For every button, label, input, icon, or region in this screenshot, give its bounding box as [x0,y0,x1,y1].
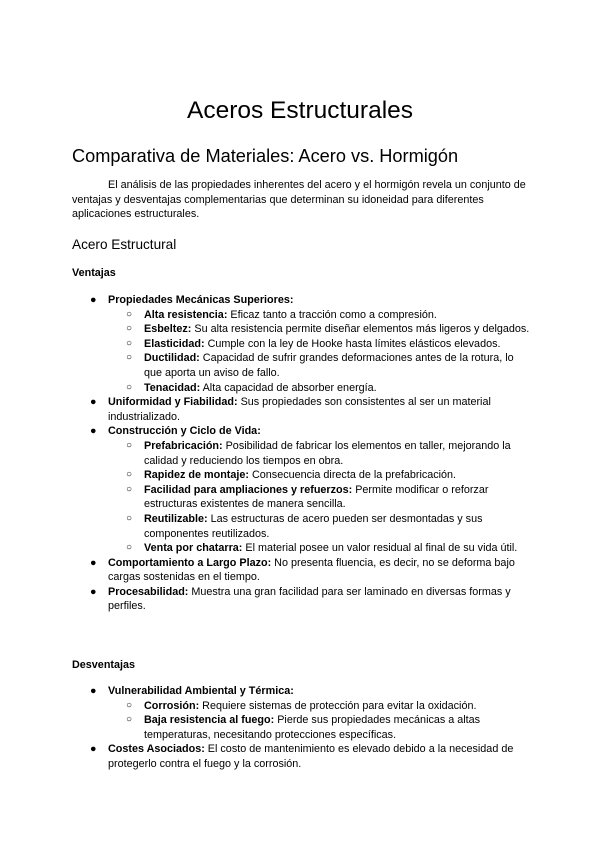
sub-item-label: Reutilizable: [144,512,208,525]
hollow-bullet-icon: ○ [126,439,133,451]
sub-item-text: Requiere sistemas de protección para evitar la oxidación. [199,699,477,712]
sub-item-text: Eficaz tanto a tracción como a compresión. [227,308,437,321]
list-item-label: Construcción y Ciclo de Vida: [108,425,261,438]
list-item [72,395,532,424]
sub-item-label: Baja resistencia al fuego: [144,714,275,727]
sub-list [108,308,532,396]
sub-item-label: Elasticidad: [144,337,205,350]
section-heading: Acero Estructural [72,237,177,252]
sub-list-item [108,308,532,323]
sub-list-item [108,541,532,556]
list-item-label: Procesabilidad: [108,585,189,598]
hollow-bullet-icon: ○ [126,512,133,524]
list-item-label: Vulnerabilidad Ambiental y Térmica: [108,685,294,697]
sub-item-text: Permite modificar o reforzar estructuras existentes de manera sencilla. [144,483,489,511]
document-subtitle: Comparativa de Materiales: Acero vs. Hormigón [72,146,459,166]
hollow-bullet-icon: ○ [126,352,133,364]
sub-item-label: Prefabricación: [144,439,223,452]
sub-item-label: Tenacidad: [144,381,201,394]
sub-list-item [108,322,532,337]
sub-list-item [108,468,532,483]
list-item [72,556,532,585]
sub-item-text: Cumple con la ley de Hooke hasta límites elásticos elevados. [204,337,501,350]
sub-item-label: Venta por chatarra: [144,542,243,555]
hollow-bullet-icon: ○ [126,323,133,335]
bullet-icon: ● [90,425,97,438]
sub-item-text: Consecuencia directa de la prefabricación. [249,469,457,482]
sub-list [108,439,532,556]
sub-item-text: El material posee un valor residual al final de su vida útil. [242,542,518,555]
hollow-bullet-icon: ○ [126,542,133,554]
list-item-text: El costo de mantenimiento es elevado debido a la necesidad de protegerlo contra el fuego y la corrosión. [108,743,514,770]
sub-list-item [108,512,532,541]
hollow-bullet-icon: ○ [126,714,133,726]
list-item [72,585,532,614]
sub-list-item [108,713,532,742]
sub-item-label: Alta resistencia: [144,308,228,321]
list-item [72,742,532,771]
sub-item-text: Las estructuras de acero pueden ser desmontadas y sus componentes reutilizados. [144,512,483,540]
sub-item-label: Ductilidad: [144,352,200,365]
list-item [72,293,532,395]
sub-item-label: Esbeltez: [144,323,192,336]
hollow-bullet-icon: ○ [126,483,133,495]
sub-item-text: Capacidad de sufrir grandes deformaciones antes de la rotura, lo que aporta un aviso de fallo. [144,352,514,379]
sub-item-text: Su alta resistencia permite diseñar elementos más ligeros y delgados. [191,323,530,336]
hollow-bullet-icon: ○ [126,337,133,349]
cons-list [72,684,532,772]
intro-paragraph: El análisis de las propiedades inherentes del acero y el hormigón revela un conjunto de ventajas y desventajas complementarias que determinan su idoneidad para diferentes aplicaciones estructurales. [72,179,526,221]
sub-list [108,699,532,743]
bullet-icon: ● [90,685,97,697]
document-title: Aceros Estructurales [186,97,414,124]
pros-list [72,293,532,614]
sub-list-item [108,381,532,396]
sub-item-label: Corrosión: [144,699,200,712]
list-item-text: Sus propiedades son consistentes al ser un material industrializado. [108,396,491,423]
sub-list-item [108,337,532,352]
hollow-bullet-icon: ○ [126,381,133,393]
sub-item-label: Facilidad para ampliaciones y refuerzos: [144,483,353,496]
sub-item-text: Posibilidad de fabricar los elementos en taller, mejorando la calidad y reduciendo los tiempos en obra. [144,439,511,467]
cons-heading: Desventajas [72,659,136,671]
list-item-text: No presenta fluencia, es decir, no se deforma bajo cargas sostenidas en el tiempo. [108,556,515,584]
sub-list-item [108,699,532,714]
hollow-bullet-icon: ○ [126,469,133,481]
list-item-label: Costes Asociados: [108,743,205,756]
list-item-text: Muestra una gran facilidad para ser laminado en diversas formas y perfiles. [108,585,511,613]
list-item [72,424,532,555]
bullet-icon: ● [90,743,97,756]
list-item-label: Uniformidad y Fiabilidad: [108,396,238,409]
hollow-bullet-icon: ○ [126,308,133,320]
bullet-icon: ● [90,556,97,569]
bullet-icon: ● [90,396,97,409]
sub-list-item [108,351,532,380]
pros-heading: Ventajas [72,267,116,279]
hollow-bullet-icon: ○ [126,699,133,711]
list-item-label: Comportamiento a Largo Plazo: [108,556,272,569]
list-item-label: Propiedades Mecánicas Superiores: [108,294,294,306]
sub-item-label: Rapidez de montaje: [144,469,249,482]
list-item [72,684,532,742]
sub-item-text: Pierde sus propiedades mecánicas a altas temperaturas, necesitando protecciones específicas. [144,714,481,741]
bullet-icon: ● [90,585,97,598]
bullet-icon: ● [90,294,97,306]
sub-list-item [108,439,532,468]
sub-list-item [108,483,532,512]
sub-item-text: Alta capacidad de absorber energía. [200,381,377,394]
